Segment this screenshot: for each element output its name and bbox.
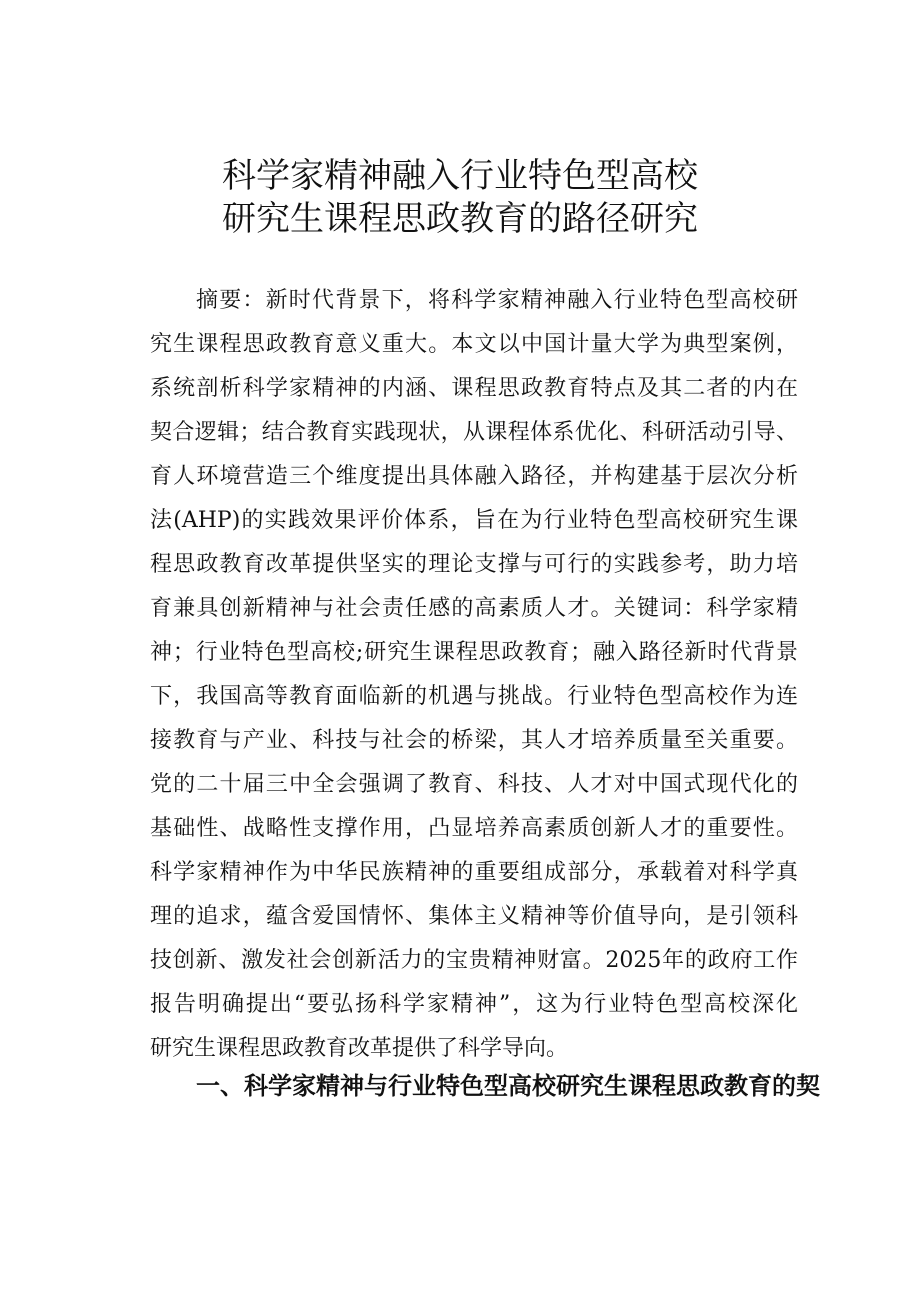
body-line-16: 技创新、激发社会创新活力的宝贵精神财富。2025年的政府工作 xyxy=(150,948,798,973)
body-line-18: 研究生课程思政教育改革提供了科学导向。 xyxy=(150,1036,569,1061)
body-line-1: 摘要：新时代背景下，将科学家精神融入行业特色型高校研 xyxy=(196,288,798,313)
title-line-1: 科学家精神融入行业特色型高校 xyxy=(222,156,698,196)
section-heading: 一、科学家精神与行业特色型高校研究生课程思政教育的契 xyxy=(196,1072,820,1100)
body-line-17: 报告明确提出“要弘扬科学家精神”，这为行业特色型高校深化 xyxy=(150,992,798,1017)
body-line-12: 党的二十届三中全会强调了教育、科技、人才对中国式现代化的 xyxy=(150,772,798,797)
body-line-11: 接教育与产业、科技与社会的桥梁，其人才培养质量至关重要。 xyxy=(150,728,798,753)
body-line-10: 下，我国高等教育面临新的机遇与挑战。行业特色型高校作为连 xyxy=(150,684,798,709)
body-line-6: 法(AHP)的实践效果评价体系，旨在为行业特色型高校研究生课 xyxy=(150,508,798,533)
body-line-4: 契合逻辑；结合教育实践现状，从课程体系优化、科研活动引导、 xyxy=(150,420,798,445)
body-line-7: 程思政教育改革提供坚实的理论支撑与可行的实践参考，助力培 xyxy=(150,552,798,577)
body-line-8: 育兼具创新精神与社会责任感的高素质人才。关键词：科学家精 xyxy=(150,596,798,621)
title-line-2: 研究生课程思政教育的路径研究 xyxy=(222,199,698,239)
body-line-15: 理的追求，蕴含爱国情怀、集体主义精神等价值导向，是引领科 xyxy=(150,904,798,929)
body-line-2: 究生课程思政教育意义重大。本文以中国计量大学为典型案例， xyxy=(150,332,798,357)
body-line-13: 基础性、战略性支撑作用，凸显培养高素质创新人才的重要性。 xyxy=(150,816,798,841)
body-line-9: 神；行业特色型高校;研究生课程思政教育；融入路径新时代背景 xyxy=(150,640,798,665)
body-line-3: 系统剖析科学家精神的内涵、课程思政教育特点及其二者的内在 xyxy=(150,376,798,401)
body-line-5: 育人环境营造三个维度提出具体融入路径，并构建基于层次分析 xyxy=(150,464,798,489)
body-line-14: 科学家精神作为中华民族精神的重要组成部分，承载着对科学真 xyxy=(150,860,798,885)
